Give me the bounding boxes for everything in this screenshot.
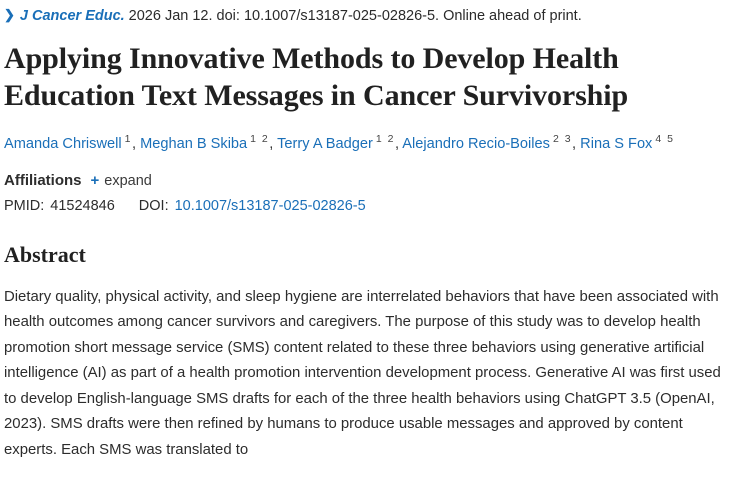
author-separator: ,: [394, 135, 400, 152]
chevron-right-icon[interactable]: ❯: [4, 7, 15, 22]
author-separator: ,: [572, 135, 577, 152]
author-separator: ,: [269, 135, 274, 152]
abstract-heading: Abstract: [4, 241, 86, 267]
abstract-text: Dietary quality, physical activity, and sleep hygiene are interrelated behaviors that have been associated with health outcomes among cancer survivors and caregivers. The purpose of this study was to develop health promotion short message service (SMS) content related to these three behaviors using generative artificial intelligence (AI) as part of a health promotion intervention development process. Generative AI was first used to develop English-language SMS drafts for each of the three health behaviors using ChatGPT 3.5 (OpenAI, 2023). SMS drafts were then refined by humans to produce usable messages and approved by content experts. Each SMS was translated to: [4, 288, 721, 458]
author-entry: [140, 133, 274, 152]
doi-label: DOI:: [138, 197, 169, 214]
author-affiliation-marker: 2 3: [552, 133, 573, 145]
author-link[interactable]: Alejandro Recio-Boiles: [402, 135, 550, 152]
author-entry: [580, 133, 675, 152]
affiliations-label: Affiliations: [4, 171, 82, 189]
author-entry: [277, 133, 400, 152]
author-link[interactable]: Meghan B Skiba: [140, 135, 248, 152]
affiliations-row: [4, 172, 732, 189]
plus-icon: +: [90, 171, 100, 189]
citation-line: [4, 0, 732, 26]
author-affiliation-marker: 1 2: [375, 133, 395, 145]
page-title: Applying Innovative Methods to Develop Health Education Text Messages in Cancer Survivorship: [4, 42, 629, 112]
author-entry: [402, 133, 577, 152]
author-affiliation-marker: 4 5: [655, 133, 675, 145]
expand-label: expand: [104, 172, 152, 189]
author-link[interactable]: Terry A Badger: [277, 135, 373, 152]
expand-affiliations-button[interactable]: [91, 172, 152, 189]
author-list: [4, 128, 704, 155]
pmid-value: 41524846: [50, 197, 115, 214]
citation-details: 2026 Jan 12. doi: 10.1007/s13187-025-02826-5. Online ahead of print.: [128, 8, 582, 24]
journal-name[interactable]: J Cancer Educ.: [19, 8, 125, 24]
author-link[interactable]: Rina S Fox: [580, 135, 653, 152]
identifiers-row: [4, 198, 732, 214]
author-link[interactable]: Amanda Chriswell: [4, 135, 122, 152]
author-affiliation-marker: 1 2: [250, 133, 270, 145]
pmid-label: PMID:: [4, 197, 45, 214]
author-affiliation-marker: 1: [124, 133, 132, 145]
author-entry: [4, 133, 137, 152]
author-separator: ,: [131, 135, 137, 152]
left-rail: [0, 0, 4, 500]
doi-link[interactable]: 10.1007/s13187-025-02826-5: [174, 197, 366, 214]
